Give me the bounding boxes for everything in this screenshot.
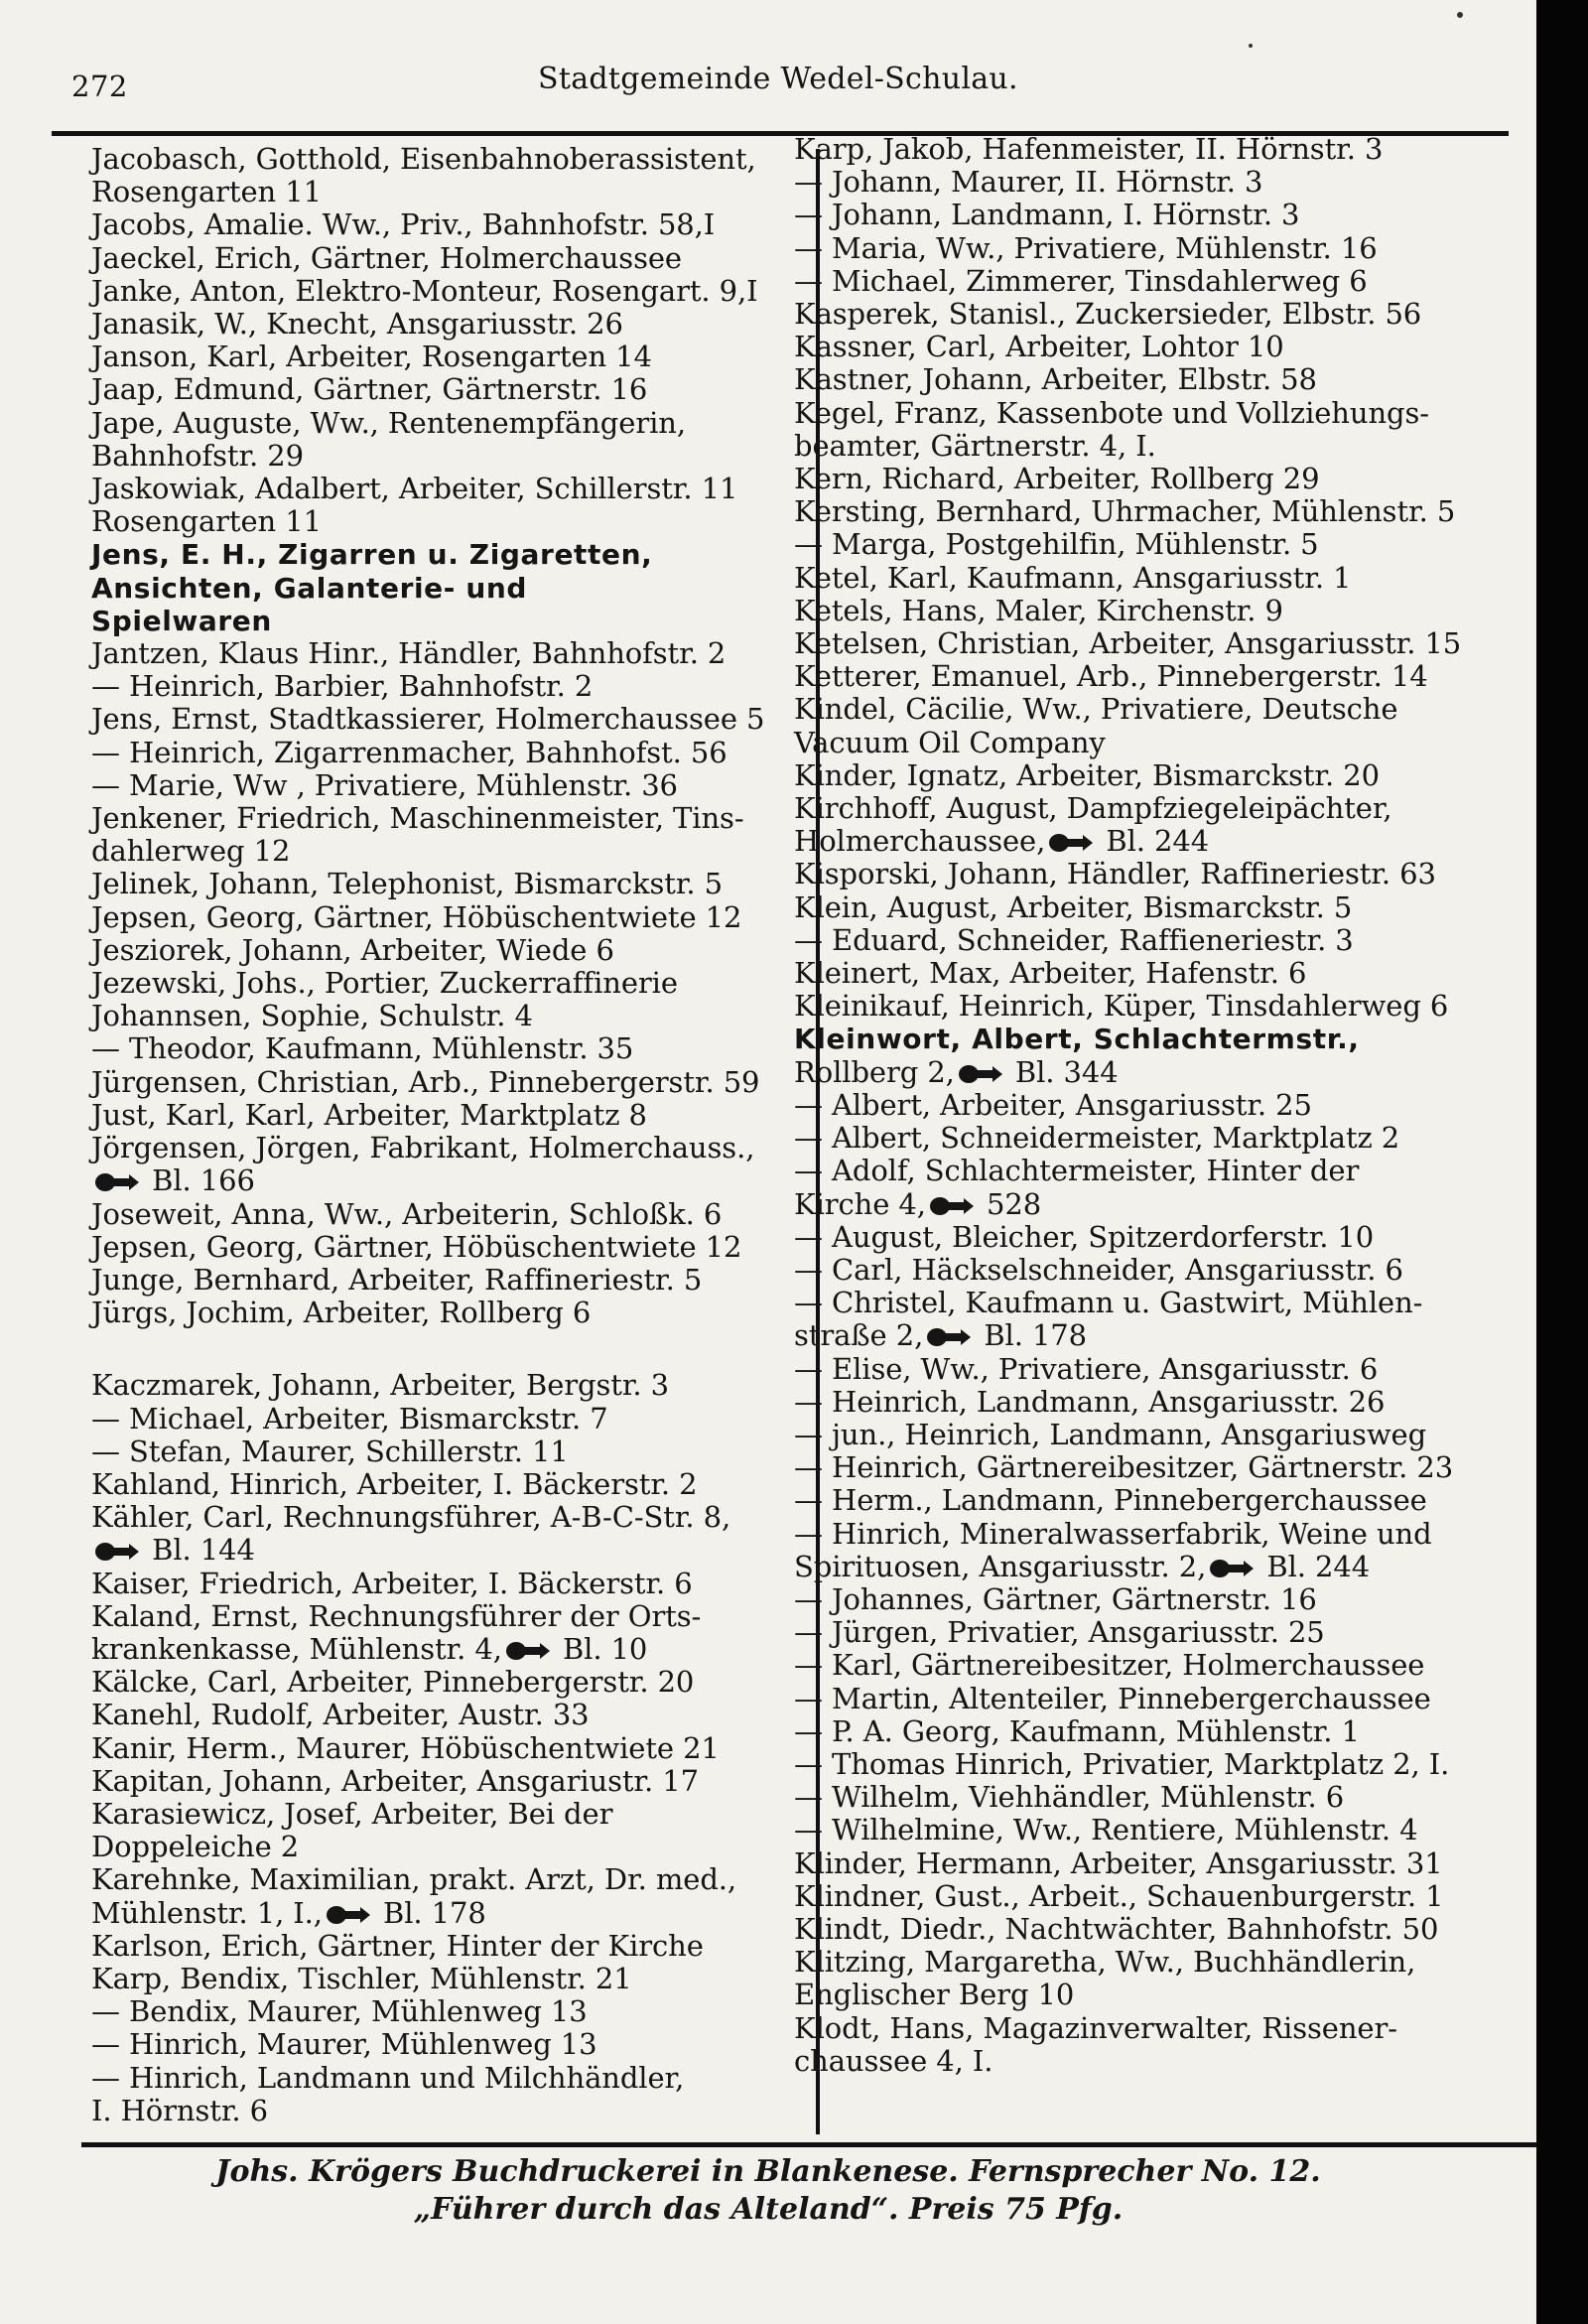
directory-entry-line: Kaiser, Friedrich, Arbeiter, I. Bäckerstr. 6 xyxy=(91,1566,693,1600)
directory-entry-line: Kirchhoff, August, Dampfziegeleipächter, xyxy=(794,791,1392,826)
directory-entry-line: Kern, Richard, Arbeiter, Rollberg 29 xyxy=(794,462,1320,496)
directory-entry-line xyxy=(794,1056,1511,1089)
firm-entry-line: Spielwaren xyxy=(91,604,272,637)
directory-entry-line: — August, Bleicher, Spitzerdorferstr. 10 xyxy=(794,1219,1375,1254)
telephone-icon xyxy=(925,1326,971,1348)
directory-entry-line: — Heinrich, Landmann, Ansgariusstr. 26 xyxy=(794,1384,1386,1419)
directory-entry-line: Jaap, Edmund, Gärtner, Gärtnerstr. 16 xyxy=(91,372,648,407)
telephone-icon xyxy=(928,1195,974,1217)
directory-entry-line: Jesziorek, Johann, Arbeiter, Wiede 6 xyxy=(91,932,614,967)
directory-entry-line: — jun., Heinrich, Landmann, Ansgariusweg xyxy=(794,1417,1427,1451)
directory-entry-line: Kinder, Ignatz, Arbeiter, Bismarckstr. 20 xyxy=(794,757,1380,792)
directory-entry-line: dahlerweg 12 xyxy=(91,834,291,869)
directory-entry-line: Johannsen, Sophie, Schulstr. 4 xyxy=(91,999,533,1033)
directory-entry-line xyxy=(794,1319,1511,1352)
directory-entry-line: Karp, Jakob, Hafenmeister, II. Hörnstr. 3 xyxy=(794,132,1384,166)
directory-entry-line: Jaskowiak, Adalbert, Arbeiter, Schillerstr. 11 xyxy=(91,472,738,506)
directory-entry-line: — Herm., Landmann, Pinnebergerchaussee xyxy=(794,1483,1427,1518)
directory-entry-line: — Marga, Postgehilfin, Mühlenstr. 5 xyxy=(794,527,1319,562)
directory-entry-line: Kleinert, Max, Arbeiter, Hafenstr. 6 xyxy=(794,956,1307,991)
directory-entry-line: chaussee 4, I. xyxy=(794,2043,993,2078)
directory-entry-line: Kersting, Bernhard, Uhrmacher, Mühlenstr. 5 xyxy=(794,494,1456,529)
directory-entry-line: Klitzing, Margaretha, Ww., Buchhändlerin, xyxy=(794,1945,1416,1980)
directory-entry-line: Karehnke, Maximilian, prakt. Arzt, Dr. med., xyxy=(91,1862,737,1897)
directory-entry-line: Klindt, Diedr., Nachtwächter, Bahnhofstr. 50 xyxy=(794,1911,1439,1946)
phone-number: 528 xyxy=(977,1186,1042,1221)
directory-entry-line: — Bendix, Maurer, Mühlenweg 13 xyxy=(91,1994,588,2029)
directory-entry-line: — Christel, Kaufmann u. Gastwirt, Mühlen- xyxy=(794,1286,1423,1320)
directory-entry-line: — Albert, Schneidermeister, Marktplatz 2 xyxy=(794,1121,1400,1156)
directory-entry-line: Jantzen, Klaus Hinr., Händler, Bahnhofstr. 2 xyxy=(91,636,727,671)
telephone-icon xyxy=(1047,832,1093,854)
directory-entry-line: — Michael, Arbeiter, Bismarckstr. 7 xyxy=(91,1401,608,1435)
directory-entry-line: I. Hörnstr. 6 xyxy=(91,2093,268,2127)
directory-entry-line: Junge, Bernhard, Arbeiter, Raffineriestr. 5 xyxy=(91,1262,703,1297)
directory-entry-line: Joseweit, Anna, Ww., Arbeiterin, Schloßk. 6 xyxy=(91,1196,723,1231)
directory-entry-line: Jens, Ernst, Stadtkassierer, Holmerchaussee 5 xyxy=(91,702,765,737)
footer-rule xyxy=(81,2142,1558,2147)
phone-number: Bl. 244 xyxy=(1097,824,1210,859)
directory-entry-line: — Michael, Zimmerer, Tinsdahlerweg 6 xyxy=(794,263,1368,298)
footer-advert-line: „Führer durch das Alteland“. Preis 75 Pfg. xyxy=(413,2192,1124,2227)
directory-entry-line: Kahland, Hinrich, Arbeiter, I. Bäckerstr. 2 xyxy=(91,1466,698,1501)
entry-text: Bl. 166 xyxy=(143,1163,255,1198)
directory-entry-line: Rosengarten 11 xyxy=(91,504,322,539)
firm-entry-line: Jens, E. H., Zigarren u. Zigaretten, xyxy=(91,538,653,572)
directory-entry-line: Ketelsen, Christian, Arbeiter, Ansgariusstr. 15 xyxy=(794,626,1462,661)
print-speck xyxy=(1249,44,1253,48)
directory-entry-line: — Jürgen, Privatier, Ansgariusstr. 25 xyxy=(794,1615,1325,1650)
directory-entry-line: Janson, Karl, Arbeiter, Rosengarten 14 xyxy=(91,340,652,374)
footer-printer-line: Johs. Krögers Buchdruckerei in Blankenese. Fernsprecher No. 12. xyxy=(215,2154,1321,2189)
directory-entry-line: Jörgensen, Jörgen, Fabrikant, Holmerchauss., xyxy=(91,1131,755,1165)
directory-entry-line: — Hinrich, Maurer, Mühlenweg 13 xyxy=(91,2027,597,2062)
directory-entry-line: Doppeleiche 2 xyxy=(91,1830,300,1864)
scan-edge xyxy=(1536,0,1588,2324)
directory-entry-line: Kindel, Cäcilie, Ww., Privatiere, Deutsche xyxy=(794,692,1398,727)
print-speck xyxy=(1457,12,1463,18)
firm-entry-line: Ansichten, Galanterie- und xyxy=(91,571,528,605)
entry-text: Mühlenstr. 1, I., xyxy=(91,1895,323,1930)
phone-number: Bl. 178 xyxy=(975,1318,1088,1353)
telephone-icon xyxy=(504,1640,550,1662)
directory-entry-line: — Johannes, Gärtner, Gärtnerstr. 16 xyxy=(794,1581,1317,1616)
directory-entry-line: Jape, Auguste, Ww., Rentenempfängerin, xyxy=(91,405,686,440)
directory-entry-line: Klinder, Hermann, Arbeiter, Ansgariusstr. 31 xyxy=(794,1846,1443,1880)
entry-text: Holmerchaussee, xyxy=(794,824,1046,859)
directory-entry-line: Kaczmarek, Johann, Arbeiter, Bergstr. 3 xyxy=(91,1368,669,1403)
phone-number: Bl. 178 xyxy=(373,1895,486,1930)
directory-entry-line: Jacobs, Amalie. Ww., Priv., Bahnhofstr. 58,I xyxy=(91,207,716,242)
directory-entry-line: Kanehl, Rudolf, Arbeiter, Austr. 33 xyxy=(91,1698,590,1732)
directory-entry-line: — Wilhelm, Viehhändler, Mühlenstr. 6 xyxy=(794,1780,1345,1815)
directory-entry-line: Rosengarten 11 xyxy=(91,175,322,209)
directory-entry-line: Kälcke, Carl, Arbeiter, Pinnebergerstr. 20 xyxy=(91,1665,695,1700)
phone-number: Bl. 10 xyxy=(553,1631,648,1666)
directory-entry-line: — Heinrich, Barbier, Bahnhofstr. 2 xyxy=(91,669,594,704)
directory-entry-line: Karlson, Erich, Gärtner, Hinter der Kirche xyxy=(91,1928,704,1963)
directory-entry-line: Kanir, Herm., Maurer, Höbüschentwiete 21 xyxy=(91,1730,720,1765)
directory-entry-line: beamter, Gärtnerstr. 4, I. xyxy=(794,428,1156,463)
phone-number: Bl. 244 xyxy=(1257,1549,1371,1583)
directory-entry-line: — Wilhelmine, Ww., Rentiere, Mühlenstr. 4 xyxy=(794,1813,1418,1847)
entry-text: straße 2, xyxy=(794,1318,924,1353)
directory-entry-line: Kähler, Carl, Rechnungsführer, A-B-C-Str. 8, xyxy=(91,1500,731,1535)
directory-entry-line: Kisporski, Johann, Händler, Raffineriestr. 63 xyxy=(794,857,1436,891)
directory-entry-line: — Adolf, Schlachtermeister, Hinter der xyxy=(794,1154,1360,1188)
entry-text: Bl. 144 xyxy=(143,1533,255,1568)
directory-entry-line: — Stefan, Maurer, Schillerstr. 11 xyxy=(91,1434,569,1468)
directory-entry-line: Kaland, Ernst, Rechnungsführer der Orts- xyxy=(91,1598,702,1633)
directory-entry-line: Englischer Berg 10 xyxy=(794,1978,1075,2012)
firm-entry-line: Kleinwort, Albert, Schlachtermstr., xyxy=(794,1023,1360,1056)
directory-entry-line: Ketel, Karl, Kaufmann, Ansgariusstr. 1 xyxy=(794,560,1352,595)
directory-entry-line: — Martin, Altenteiler, Pinnebergerchaussee xyxy=(794,1681,1431,1715)
phone-number: Bl. 344 xyxy=(1005,1054,1119,1089)
directory-entry-line: Klindner, Gust., Arbeit., Schauenburgerstr. 1 xyxy=(794,1878,1444,1913)
page-number: 272 xyxy=(71,69,128,103)
directory-entry-line: Kassner, Carl, Arbeiter, Lohtor 10 xyxy=(794,330,1284,364)
directory-entry-line xyxy=(794,1188,1511,1221)
entry-text: Rollberg 2, xyxy=(794,1054,955,1089)
directory-entry-line: Bahnhofstr. 29 xyxy=(91,438,304,473)
entry-text: Kirche 4, xyxy=(794,1186,926,1221)
directory-entry-line xyxy=(794,1551,1511,1583)
directory-entry-line: Ketterer, Emanuel, Arb., Pinnebergerstr. 14 xyxy=(794,659,1428,694)
telephone-icon xyxy=(93,1171,139,1193)
directory-entry-line: — Carl, Häckselschneider, Ansgariusstr. 6 xyxy=(794,1252,1403,1287)
directory-entry-line: Jaeckel, Erich, Gärtner, Holmerchaussee xyxy=(91,240,682,275)
directory-entry-line: Just, Karl, Karl, Arbeiter, Marktplatz 8 xyxy=(91,1097,647,1132)
directory-entry-line: Klein, August, Arbeiter, Bismarckstr. 5 xyxy=(794,889,1353,924)
telephone-icon xyxy=(957,1063,1002,1085)
directory-entry-line: — Heinrich, Zigarrenmacher, Bahnhofst. 56 xyxy=(91,735,728,769)
section-gap xyxy=(91,1329,808,1369)
directory-entry-line: — Eduard, Schneider, Raffieneriestr. 3 xyxy=(794,922,1354,957)
directory-entry-line: Jepsen, Georg, Gärtner, Höbüschentwiete 12 xyxy=(91,1229,742,1264)
directory-entry-line: — Thomas Hinrich, Privatier, Marktplatz 2, I. xyxy=(794,1746,1450,1781)
directory-entry-line: — Karl, Gärtnereibesitzer, Holmerchaussee xyxy=(794,1648,1425,1683)
telephone-icon xyxy=(325,1904,370,1926)
directory-entry-line xyxy=(91,1164,808,1197)
directory-entry-line xyxy=(91,1897,808,1930)
telephone-icon xyxy=(93,1541,139,1563)
directory-entry-line: Jürgs, Jochim, Arbeiter, Rollberg 6 xyxy=(91,1296,592,1330)
directory-entry-line xyxy=(91,1633,808,1666)
directory-entry-line: Karasiewicz, Josef, Arbeiter, Bei der xyxy=(91,1796,613,1831)
directory-entry-line: Vacuum Oil Company xyxy=(794,725,1106,759)
directory-entry-line: — Maria, Ww., Privatiere, Mühlenstr. 16 xyxy=(794,230,1378,265)
left-column xyxy=(91,143,808,2127)
directory-entry-line: — Elise, Ww., Privatiere, Ansgariusstr. 6 xyxy=(794,1351,1379,1386)
directory-entry-line: Jenkener, Friedrich, Maschinenmeister, Tins- xyxy=(91,801,744,836)
directory-entry-line: — Heinrich, Gärtnereibesitzer, Gärtnerstr. 23 xyxy=(794,1450,1454,1485)
right-column xyxy=(794,133,1511,2078)
directory-entry-line: — Hinrich, Mineralwasserfabrik, Weine und xyxy=(794,1516,1432,1551)
directory-entry-line: Jelinek, Johann, Telephonist, Bismarckstr. 5 xyxy=(91,867,723,901)
running-head: Stadtgemeinde Wedel-Schulau. xyxy=(538,62,1018,96)
directory-entry-line: — Theodor, Kaufmann, Mühlenstr. 35 xyxy=(91,1031,634,1066)
directory-entry-line: Kapitan, Johann, Arbeiter, Ansgariustr. 17 xyxy=(91,1763,699,1798)
directory-entry-line: — Albert, Arbeiter, Ansgariusstr. 25 xyxy=(794,1087,1312,1122)
directory-entry-line: Kleinikauf, Heinrich, Küper, Tinsdahlerweg 6 xyxy=(794,989,1449,1024)
directory-entry-line: Kastner, Johann, Arbeiter, Elbstr. 58 xyxy=(794,362,1317,397)
entry-text: Spirituosen, Ansgariusstr. 2, xyxy=(794,1549,1207,1583)
directory-entry-line: — Marie, Ww , Privatiere, Mühlenstr. 36 xyxy=(91,767,678,802)
directory-entry-line: — Hinrich, Landmann und Milchhändler, xyxy=(91,2060,685,2095)
directory-entry-line: Klodt, Hans, Magazinverwalter, Rissener- xyxy=(794,2010,1397,2045)
directory-entry-line xyxy=(91,1534,808,1567)
telephone-icon xyxy=(1208,1558,1254,1579)
entry-text: krankenkasse, Mühlenstr. 4, xyxy=(91,1631,502,1666)
directory-entry-line: Kasperek, Stanisl., Zuckersieder, Elbstr. 56 xyxy=(794,297,1422,332)
directory-entry-line: Jezewski, Johs., Portier, Zuckerraffinerie xyxy=(91,966,678,1001)
directory-entry-line: Karp, Bendix, Tischler, Mühlenstr. 21 xyxy=(91,1961,632,1995)
directory-entry-line xyxy=(794,825,1511,858)
directory-entry-line: — P. A. Georg, Kaufmann, Mühlenstr. 1 xyxy=(794,1713,1360,1748)
directory-entry-line: Ketels, Hans, Maler, Kirchenstr. 9 xyxy=(794,593,1283,627)
directory-entry-line: — Johann, Maurer, II. Hörnstr. 3 xyxy=(794,165,1263,200)
directory-entry-line: Jepsen, Georg, Gärtner, Höbüschentwiete 12 xyxy=(91,899,742,934)
directory-entry-line: Jacobasch, Gotthold, Eisenbahnoberassistent, xyxy=(91,142,756,176)
directory-entry-line: Kegel, Franz, Kassenbote und Vollziehungs- xyxy=(794,395,1429,430)
directory-entry-line: Jürgensen, Christian, Arb., Pinnebergerstr. 59 xyxy=(91,1064,760,1099)
directory-entry-line: — Johann, Landmann, I. Hörnstr. 3 xyxy=(794,198,1300,232)
directory-entry-line: Janasik, W., Knecht, Ansgariusstr. 26 xyxy=(91,307,623,342)
directory-entry-line: Janke, Anton, Elektro-Monteur, Rosengart. 9,I xyxy=(91,273,758,308)
